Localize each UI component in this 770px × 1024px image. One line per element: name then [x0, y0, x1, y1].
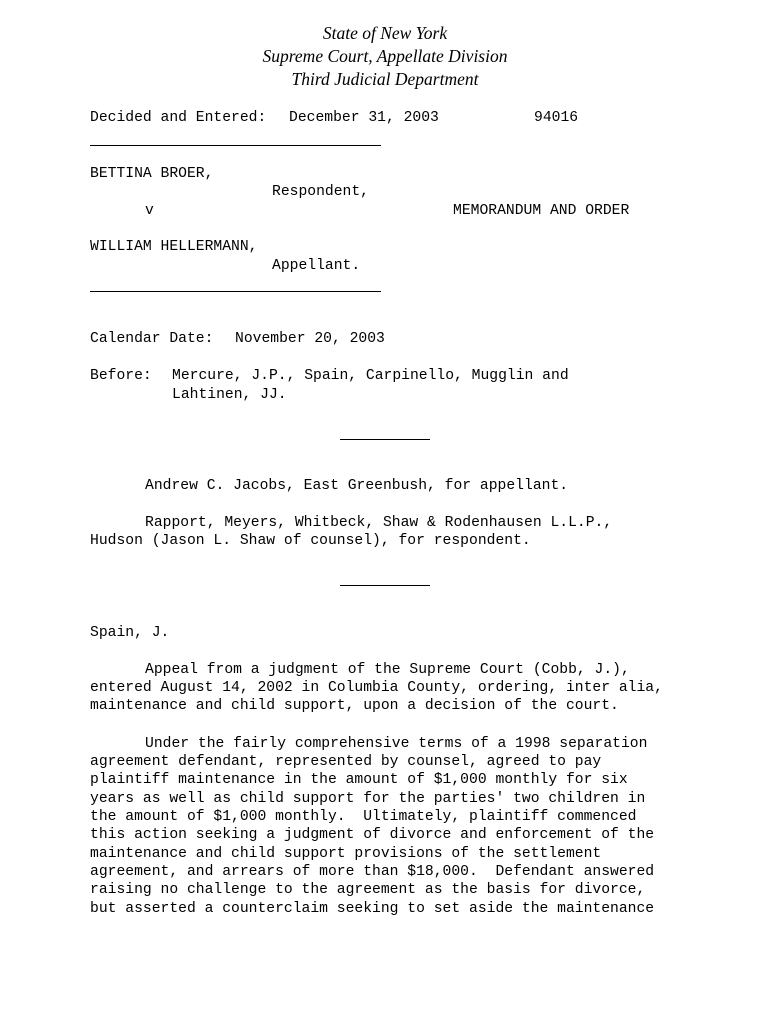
court-name-division: Supreme Court, Appellate Division: [262, 46, 508, 66]
section-divider: [340, 439, 430, 440]
paragraph1-line: maintenance and child support, upon a decision of the court.: [90, 698, 619, 714]
calendar-date: November 20, 2003: [235, 331, 385, 347]
paragraph2-line: Under the fairly comprehensive terms of a 1998 separation: [145, 736, 648, 752]
paragraph2-line: raising no challenge to the agreement as the basis for divorce,: [90, 882, 646, 898]
caption-bottom-rule: [90, 291, 381, 292]
counsel-appellant: Andrew C. Jacobs, East Greenbush, for appellant.: [145, 478, 569, 494]
counsel-respondent-line2: Hudson (Jason L. Shaw of counsel), for respondent.: [90, 533, 531, 549]
court-name-state: State of New York: [322, 23, 448, 43]
docket-number: 94016: [534, 110, 579, 126]
paragraph2-line: plaintiff maintenance in the amount of $1,000 monthly for six: [90, 772, 628, 788]
caption-top-rule: [90, 145, 381, 146]
paragraph1-line: Appeal from a judgment of the Supreme Court (Cobb, J.),: [145, 662, 630, 678]
party-respondent-role: Respondent,: [272, 184, 369, 200]
paragraph2-line: but asserted a counterclaim seeking to set aside the maintenance: [90, 901, 655, 917]
paragraph1-line: entered August 14, 2002 in Columbia County, ordering, inter alia,: [90, 680, 663, 696]
party-respondent-name: BETTINA BROER,: [90, 166, 214, 182]
court-name-department: Third Judicial Department: [291, 69, 479, 89]
versus-label: v: [145, 203, 154, 219]
opinion-author: Spain, J.: [90, 625, 170, 641]
document-type: MEMORANDUM AND ORDER: [453, 203, 630, 219]
before-judges-line1: Mercure, J.P., Spain, Carpinello, Mugglin and: [172, 368, 569, 384]
paragraph2-line: agreement, and arrears of more than $18,000. Defendant answered: [90, 864, 655, 880]
paragraph2-line: years as well as child support for the parties' two children in: [90, 791, 646, 807]
paragraph2-line: this action seeking a judgment of divorce and enforcement of the: [90, 827, 655, 843]
before-judges-line2: Lahtinen, JJ.: [172, 387, 287, 403]
party-appellant-role: Appellant.: [272, 258, 361, 274]
section-divider: [340, 585, 430, 586]
counsel-respondent-line1: Rapport, Meyers, Whitbeck, Shaw & Rodenhausen L.L.P.,: [145, 515, 613, 531]
paragraph2-line: agreement defendant, represented by counsel, agreed to pay: [90, 754, 602, 770]
paragraph2-line: the amount of $1,000 monthly. Ultimately, plaintiff commenced: [90, 809, 637, 825]
paragraph2-line: maintenance and child support provisions of the settlement: [90, 846, 602, 862]
before-label: Before:: [90, 368, 152, 384]
party-appellant-name: WILLIAM HELLERMANN,: [90, 239, 258, 255]
decided-label: Decided and Entered:: [90, 110, 267, 126]
calendar-label: Calendar Date:: [90, 331, 214, 347]
decided-date: December 31, 2003: [289, 110, 439, 126]
